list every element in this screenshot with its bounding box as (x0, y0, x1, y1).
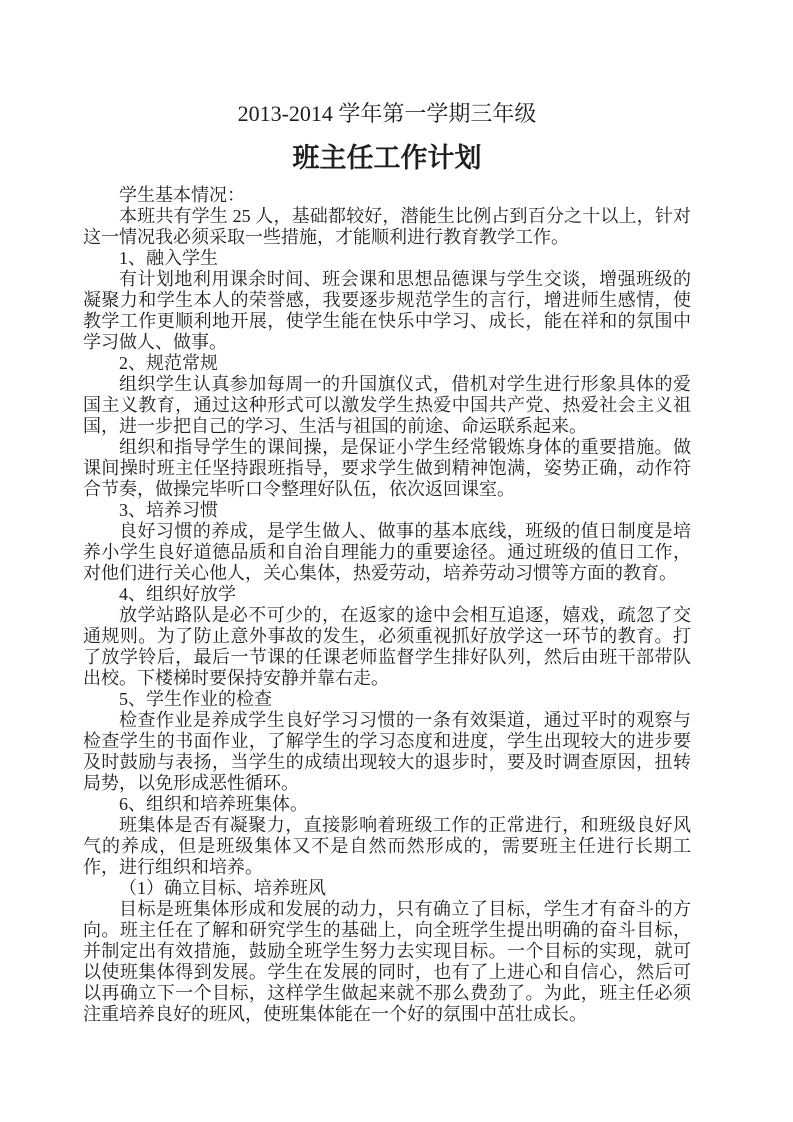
section-6-heading: 6、组织和培养班集体。 (119, 794, 308, 814)
section-4-heading: 4、组织好放学 (119, 584, 236, 604)
document-text-block (83, 185, 691, 1025)
intro-label: 学生基本情况： (119, 185, 245, 205)
document-subtitle: 2013-2014 学年第一学期三年级 (237, 101, 537, 126)
section-5-heading: 5、学生作业的检查 (119, 689, 272, 709)
section-3-heading: 3、培养习惯 (119, 500, 218, 520)
section-6-sub-1-heading: （1）确立目标、培养班风 (119, 878, 326, 898)
intro-paragraph: 本班共有学生 25 人，基础都较好，潜能生比例占到百分之十以上，针对这一情况我必须采取一些措施，才能顺利进行教育教学工作。 (83, 206, 691, 247)
section-6-sub-1-paragraph: 目标是班集体形成和发展的动力，只有确立了目标，学生才有奋斗的方向。班主任在了解和研究学生的基础上，向全班学生提出明确的奋斗目标，并制定出有效措施，鼓励全班学生努力去实现目标。一个目标的实现，就可以使班集体得到发展。学生在发展的同时，也有了上进心和自信心，然后可以再确立下一个目标，这样学生做起来就不那么费劲了。为此，班主任必须注重培养良好的班风，使班集体能在一个好的氛围中茁壮成长。 (83, 899, 691, 1024)
section-2-paragraph-1: 组织学生认真参加每周一的升国旗仪式，借机对学生进行形象具体的爱国主义教育，通过这种形式可以激发学生热爱中国共产党、热爱社会主义祖国，进一步把自己的学习、生活与祖国的前途、命运联系起来。 (83, 374, 691, 436)
document-body (83, 101, 691, 1025)
section-3-paragraph: 良好习惯的养成，是学生做人、做事的基本底线，班级的值日制度是培养小学生良好道德品质和自治自理能力的重要途径。通过班级的值日工作，对他们进行关心他人，关心集体，热爱劳动，培养劳动习惯等方面的教育。 (83, 521, 691, 583)
section-6-paragraph: 班集体是否有凝聚力，直接影响着班级工作的正常进行，和班级良好风气的养成，但是班级集体又不是自然而然形成的，需要班主任进行长期工作，进行组织和培养。 (83, 815, 691, 877)
section-4-paragraph: 放学站路队是必不可少的，在返家的途中会相互追逐，嬉戏，疏忽了交通规则。为了防止意外事故的发生，必须重视抓好放学这一环节的教育。打了放学铃后，最后一节课的任课老师监督学生排好队列，然后由班干部带队出校。下楼梯时要保持安静并靠右走。 (83, 605, 691, 688)
section-1-heading: 1、融入学生 (119, 248, 218, 268)
section-2-heading: 2、规范常规 (119, 353, 218, 373)
section-5-paragraph: 检查作业是养成学生良好学习习惯的一条有效渠道，通过平时的观察与检查学生的书面作业，了解学生的学习态度和进度，学生出现较大的进步要及时鼓励与表扬，当学生的成绩出现较大的退步时，要及时调查原因，扭转局势，以免形成恶性循环。 (83, 710, 691, 793)
document-title: 班主任工作计划 (292, 143, 482, 173)
section-1-paragraph: 有计划地利用课余时间、班会课和思想品德课与学生交谈，增强班级的凝聚力和学生本人的荣誉感，我要逐步规范学生的言行，增进师生感情，使教学工作更顺利地开展，使学生能在快乐中学习、成长，能在祥和的氛围中学习做人、做事。 (83, 269, 691, 352)
section-2-paragraph-2: 组织和指导学生的课间操，是保证小学生经常锻炼身体的重要措施。做课间操时班主任坚持跟班指导，要求学生做到精神饱满，姿势正确，动作符合节奏，做操完毕听口令整理好队伍，依次返回课室。 (83, 437, 691, 499)
